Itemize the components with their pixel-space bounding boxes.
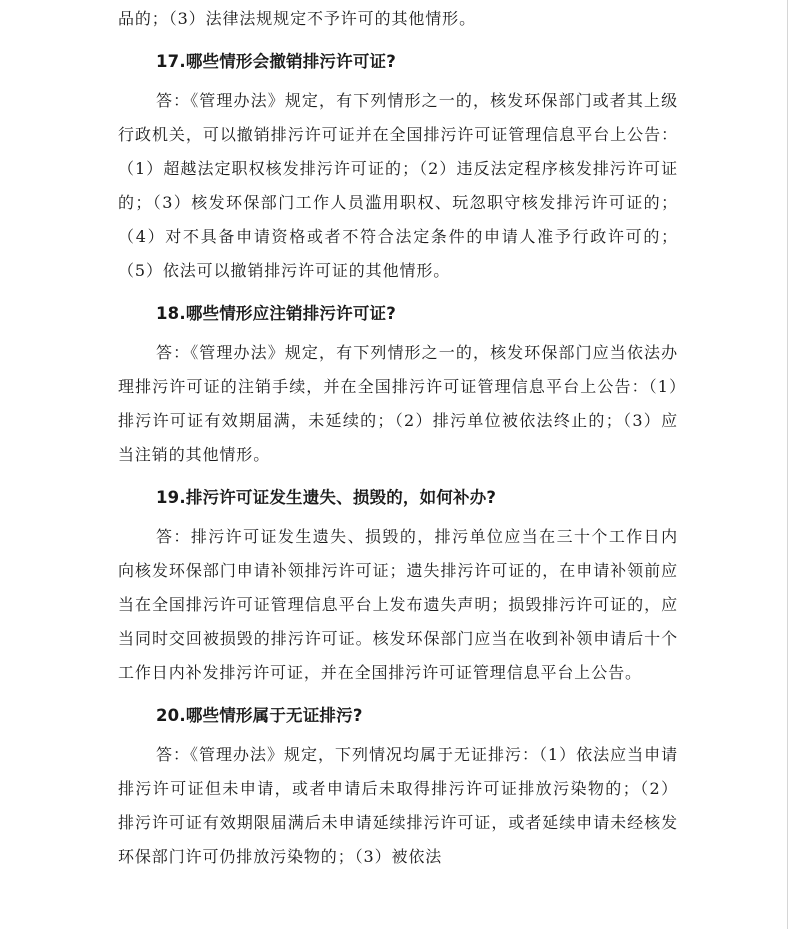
answer-paragraph-18: 答：《管理办法》规定，有下列情形之一的，核发环保部门应当依法办理排污许可证的注销手续，并在全国排污许可证管理信息平台上公告：（1）排污许可证有效期届满，未延续的；（2）排污单位被依法终止的；（3）应当注销的其他情形。 [118, 343, 678, 464]
page-edge-line [787, 0, 788, 929]
question-heading-17: 17.哪些情形会撤销排污许可证? [156, 52, 397, 71]
answer-paragraph-17: 答：《管理办法》规定，有下列情形之一的，核发环保部门或者其上级行政机关，可以撤销排污许可证并在全国排污许可证管理信息平台上公告：（1）超越法定职权核发排污许可证的；（2）违反法定程序核发排污许可证的；（3）核发环保部门工作人员滥用职权、玩忽职守核发排污许可证的；（4）对不具备申请资格或者不符合法定条件的申请人准予行政许可的；（5）依法可以撤销排污许可证的其他情形。 [118, 91, 678, 280]
document-body [118, 2, 678, 874]
paragraph-fragment-top: 品的；（3）法律法规规定不予许可的其他情形。 [118, 9, 476, 28]
answer-paragraph-19: 答：排污许可证发生遗失、损毁的，排污单位应当在三十个工作日内向核发环保部门申请补领排污许可证；遗失排污许可证的，在申请补领前应当在全国排污许可证管理信息平台上发布遗失声明；损毁排污许可证的，应当同时交回被损毁的排污许可证。核发环保部门应当在收到补领申请后十个工作日内补发排污许可证，并在全国排污许可证管理信息平台上公告。 [118, 527, 678, 682]
question-heading-20: 20.哪些情形属于无证排污? [156, 706, 363, 725]
question-heading-18: 18.哪些情形应注销排污许可证? [156, 304, 397, 323]
question-heading-19: 19.排污许可证发生遗失、损毁的，如何补办? [156, 488, 497, 507]
answer-paragraph-20: 答：《管理办法》规定，下列情况均属于无证排污：（1）依法应当申请排污许可证但未申请，或者申请后未取得排污许可证排放污染物的；（2）排污许可证有效期限届满后未申请延续排污许可证，或者延续申请未经核发环保部门许可仍排放污染物的；（3）被依法 [118, 745, 678, 866]
